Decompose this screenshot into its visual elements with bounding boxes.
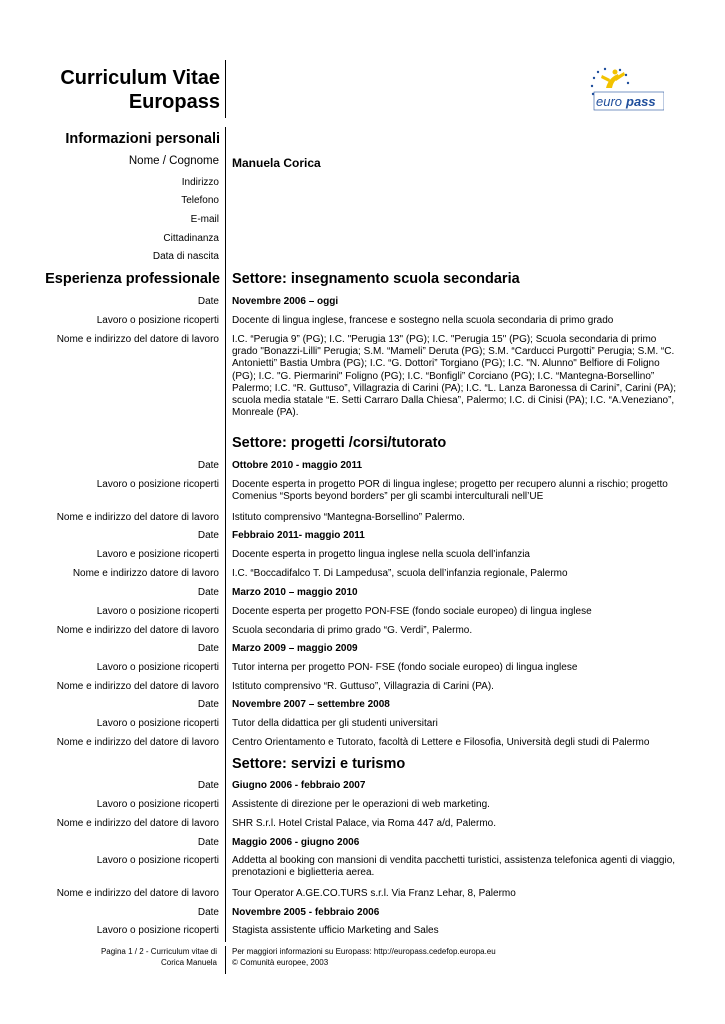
footer-page-info: Pagina 1 / 2 - Curriculum vitae di bbox=[100, 947, 217, 956]
label-date: Date bbox=[197, 837, 219, 848]
logo-text-pass: pass bbox=[626, 94, 656, 109]
divider-main bbox=[225, 127, 226, 942]
value-date: Novembre 2005 - febbraio 2006 bbox=[232, 907, 380, 918]
value-job: Tutor della didattica per gli studenti universitari bbox=[232, 718, 438, 729]
value-name: Manuela Corica bbox=[232, 156, 321, 170]
footer-europass-info: Per maggiori informazioni su Europass: http://europass.cedefop.europa.eu bbox=[232, 947, 496, 956]
label-date: Date bbox=[197, 699, 219, 710]
europass-logo bbox=[588, 66, 664, 112]
value-employer: I.C. “Perugia 9” (PG); I.C. "Perugia 13" (PG); I.C. "Perugia 15" (PG); Scuola secondaria di primo grado "Bonazzi-Lilli" Perugia; S.M. “Mameli” Deruta (PG); S.M. “Carducci Purgotti” Perugia; S.M. “C. Antonietti” Bastia Umbra (PG); I.C. “G. Dottori” Torgiano (PG); I.C. "N. Alunno" Belfiore di Foligno (PG); I.C. "G. Piermarini" Foligno (PG); I.C. “Bonfigli” Corciano (PG); I.C. “Mantegna-Borsellino” Palermo; I.C. “R. Guttuso”, Villagrazia di Carini (PA); I.C. “L. Lanza Baronessa di Carini”, Carini (PA); scuola media statale “E. Setti Carraro Dalla Chiesa”, Palermo; I.C. di Cinisi (PA); I.C. “A.Veneziano”, Monreale (PA). bbox=[232, 334, 677, 419]
logo-text-euro: euro bbox=[596, 94, 623, 109]
label-job: Lavoro o posizione ricoperti bbox=[96, 315, 219, 326]
value-date: Ottobre 2010 - maggio 2011 bbox=[232, 460, 363, 471]
value-job: Addetta al booking con mansioni di vendita pacchetti turistici, assistenza telefonica agenti di viaggio, prenotazioni e biglietteria aerea. bbox=[232, 855, 676, 879]
divider-header bbox=[225, 60, 226, 118]
footer-copyright: © Comunità europee, 2003 bbox=[232, 957, 329, 967]
value-job: Docente di lingua inglese, francese e sostegno nella scuola secondaria di primo grado bbox=[232, 315, 614, 326]
label-employer: Nome e indirizzo datore di lavoro bbox=[72, 568, 219, 579]
value-employer: Tour Operator A.GE.CO.TURS s.r.l. Via Franz Lehar, 8, Palermo bbox=[232, 888, 516, 899]
label-date: Date bbox=[197, 530, 219, 541]
value-employer: Istituto comprensivo “R. Guttuso”, Villagrazia di Carini (PA). bbox=[232, 681, 494, 692]
label-phone: Telefono bbox=[181, 195, 219, 206]
label-date: Date bbox=[197, 780, 219, 791]
label-employer: Nome e indirizzo del datore di lavoro bbox=[56, 737, 219, 748]
value-date: Maggio 2006 - giugno 2006 bbox=[232, 837, 360, 848]
section-personal-info: Informazioni personali bbox=[65, 131, 220, 147]
label-email: E-mail bbox=[190, 214, 219, 225]
value-date: Marzo 2010 – maggio 2010 bbox=[232, 587, 358, 598]
sector-teaching: Settore: insegnamento scuola secondaria bbox=[232, 271, 520, 287]
footer-author: Corica Manuela bbox=[160, 957, 217, 967]
label-employer: Nome e indirizzo del datore di lavoro bbox=[56, 888, 219, 899]
value-employer: Istituto comprensivo “Mantegna-Borsellino” Palermo. bbox=[232, 512, 465, 523]
label-job: Lavoro o posizione ricoperti bbox=[96, 799, 219, 810]
value-employer: SHR S.r.l. Hotel Cristal Palace, via Roma 447 a/d, Palermo. bbox=[232, 818, 496, 829]
value-job: Docente esperta in progetto lingua inglese nella scuola dell’infanzia bbox=[232, 549, 530, 560]
label-job: Lavoro o posizione ricoperti bbox=[96, 855, 219, 866]
value-job: Docente esperta per progetto PON-FSE (fondo sociale europeo) di lingua inglese bbox=[232, 606, 592, 617]
label-date: Date bbox=[197, 460, 219, 471]
value-job: Assistente di direzione per le operazioni di web marketing. bbox=[232, 799, 490, 810]
value-job: Docente esperta in progetto POR di lingua inglese; progetto per recupero alunni a rischio; progetto Comenius “Sports beyond borders” per gli scambi interculturali nell’UE bbox=[232, 479, 668, 503]
footer-left bbox=[101, 947, 217, 968]
sector-tourism: Settore: servizi e turismo bbox=[232, 756, 406, 772]
section-experience: Esperienza professionale bbox=[45, 271, 220, 287]
label-date: Date bbox=[197, 587, 219, 598]
label-job: Lavoro o posizione ricoperti bbox=[96, 718, 219, 729]
label-date: Date bbox=[197, 907, 219, 918]
cv-title-line1: Curriculum Vitae bbox=[60, 67, 220, 89]
label-job: Lavoro o posizione ricoperti bbox=[96, 479, 219, 490]
footer-right bbox=[232, 947, 496, 968]
value-employer: Centro Orientamento e Tutorato, facoltà di Lettere e Filosofia, Università degli studi di Palermo bbox=[232, 737, 650, 748]
label-date: Date bbox=[197, 296, 219, 307]
label-citizenship: Cittadinanza bbox=[163, 233, 219, 244]
label-employer: Nome e indirizzo del datore di lavoro bbox=[56, 681, 219, 692]
value-date: Febbraio 2011- maggio 2011 bbox=[232, 530, 365, 541]
label-date: Date bbox=[197, 643, 219, 654]
value-employer: I.C. “Boccadifalco T. Di Lampedusa”, scuola dell’infanzia regionale, Palermo bbox=[232, 568, 568, 579]
label-job: Lavoro e posizione ricoperti bbox=[96, 549, 219, 560]
cv-title-line2: Europass bbox=[128, 91, 220, 113]
label-employer: Nome e indirizzo del datore di lavoro bbox=[56, 625, 219, 636]
value-job: Tutor interna per progetto PON- FSE (fondo sociale europeo) di lingua inglese bbox=[232, 662, 578, 673]
value-job: Stagista assistente ufficio Marketing and Sales bbox=[232, 925, 439, 936]
value-date: Novembre 2007 – settembre 2008 bbox=[232, 699, 390, 710]
divider-footer bbox=[225, 946, 226, 974]
sector-projects: Settore: progetti /corsi/tutorato bbox=[232, 435, 447, 451]
label-job: Lavoro o posizione ricoperti bbox=[96, 662, 219, 673]
label-employer: Nome e indirizzo del datore di lavoro bbox=[56, 512, 219, 523]
label-birthdate: Data di nascita bbox=[152, 251, 219, 262]
label-job: Lavoro o posizione ricoperti bbox=[96, 925, 219, 936]
value-date: Marzo 2009 – maggio 2009 bbox=[232, 643, 358, 654]
label-employer: Nome e indirizzo del datore di lavoro bbox=[56, 818, 219, 829]
europass-logo-icon bbox=[588, 66, 664, 112]
value-employer: Scuola secondaria di primo grado “G. Verdi”, Palermo. bbox=[232, 625, 473, 636]
label-job: Lavoro o posizione ricoperti bbox=[96, 606, 219, 617]
value-date: Novembre 2006 – oggi bbox=[232, 296, 339, 307]
label-address: Indirizzo bbox=[181, 177, 219, 188]
label-employer: Nome e indirizzo del datore di lavoro bbox=[56, 334, 219, 345]
label-name: Nome / Cognome bbox=[128, 155, 219, 167]
value-date: Giugno 2006 - febbraio 2007 bbox=[232, 780, 366, 791]
